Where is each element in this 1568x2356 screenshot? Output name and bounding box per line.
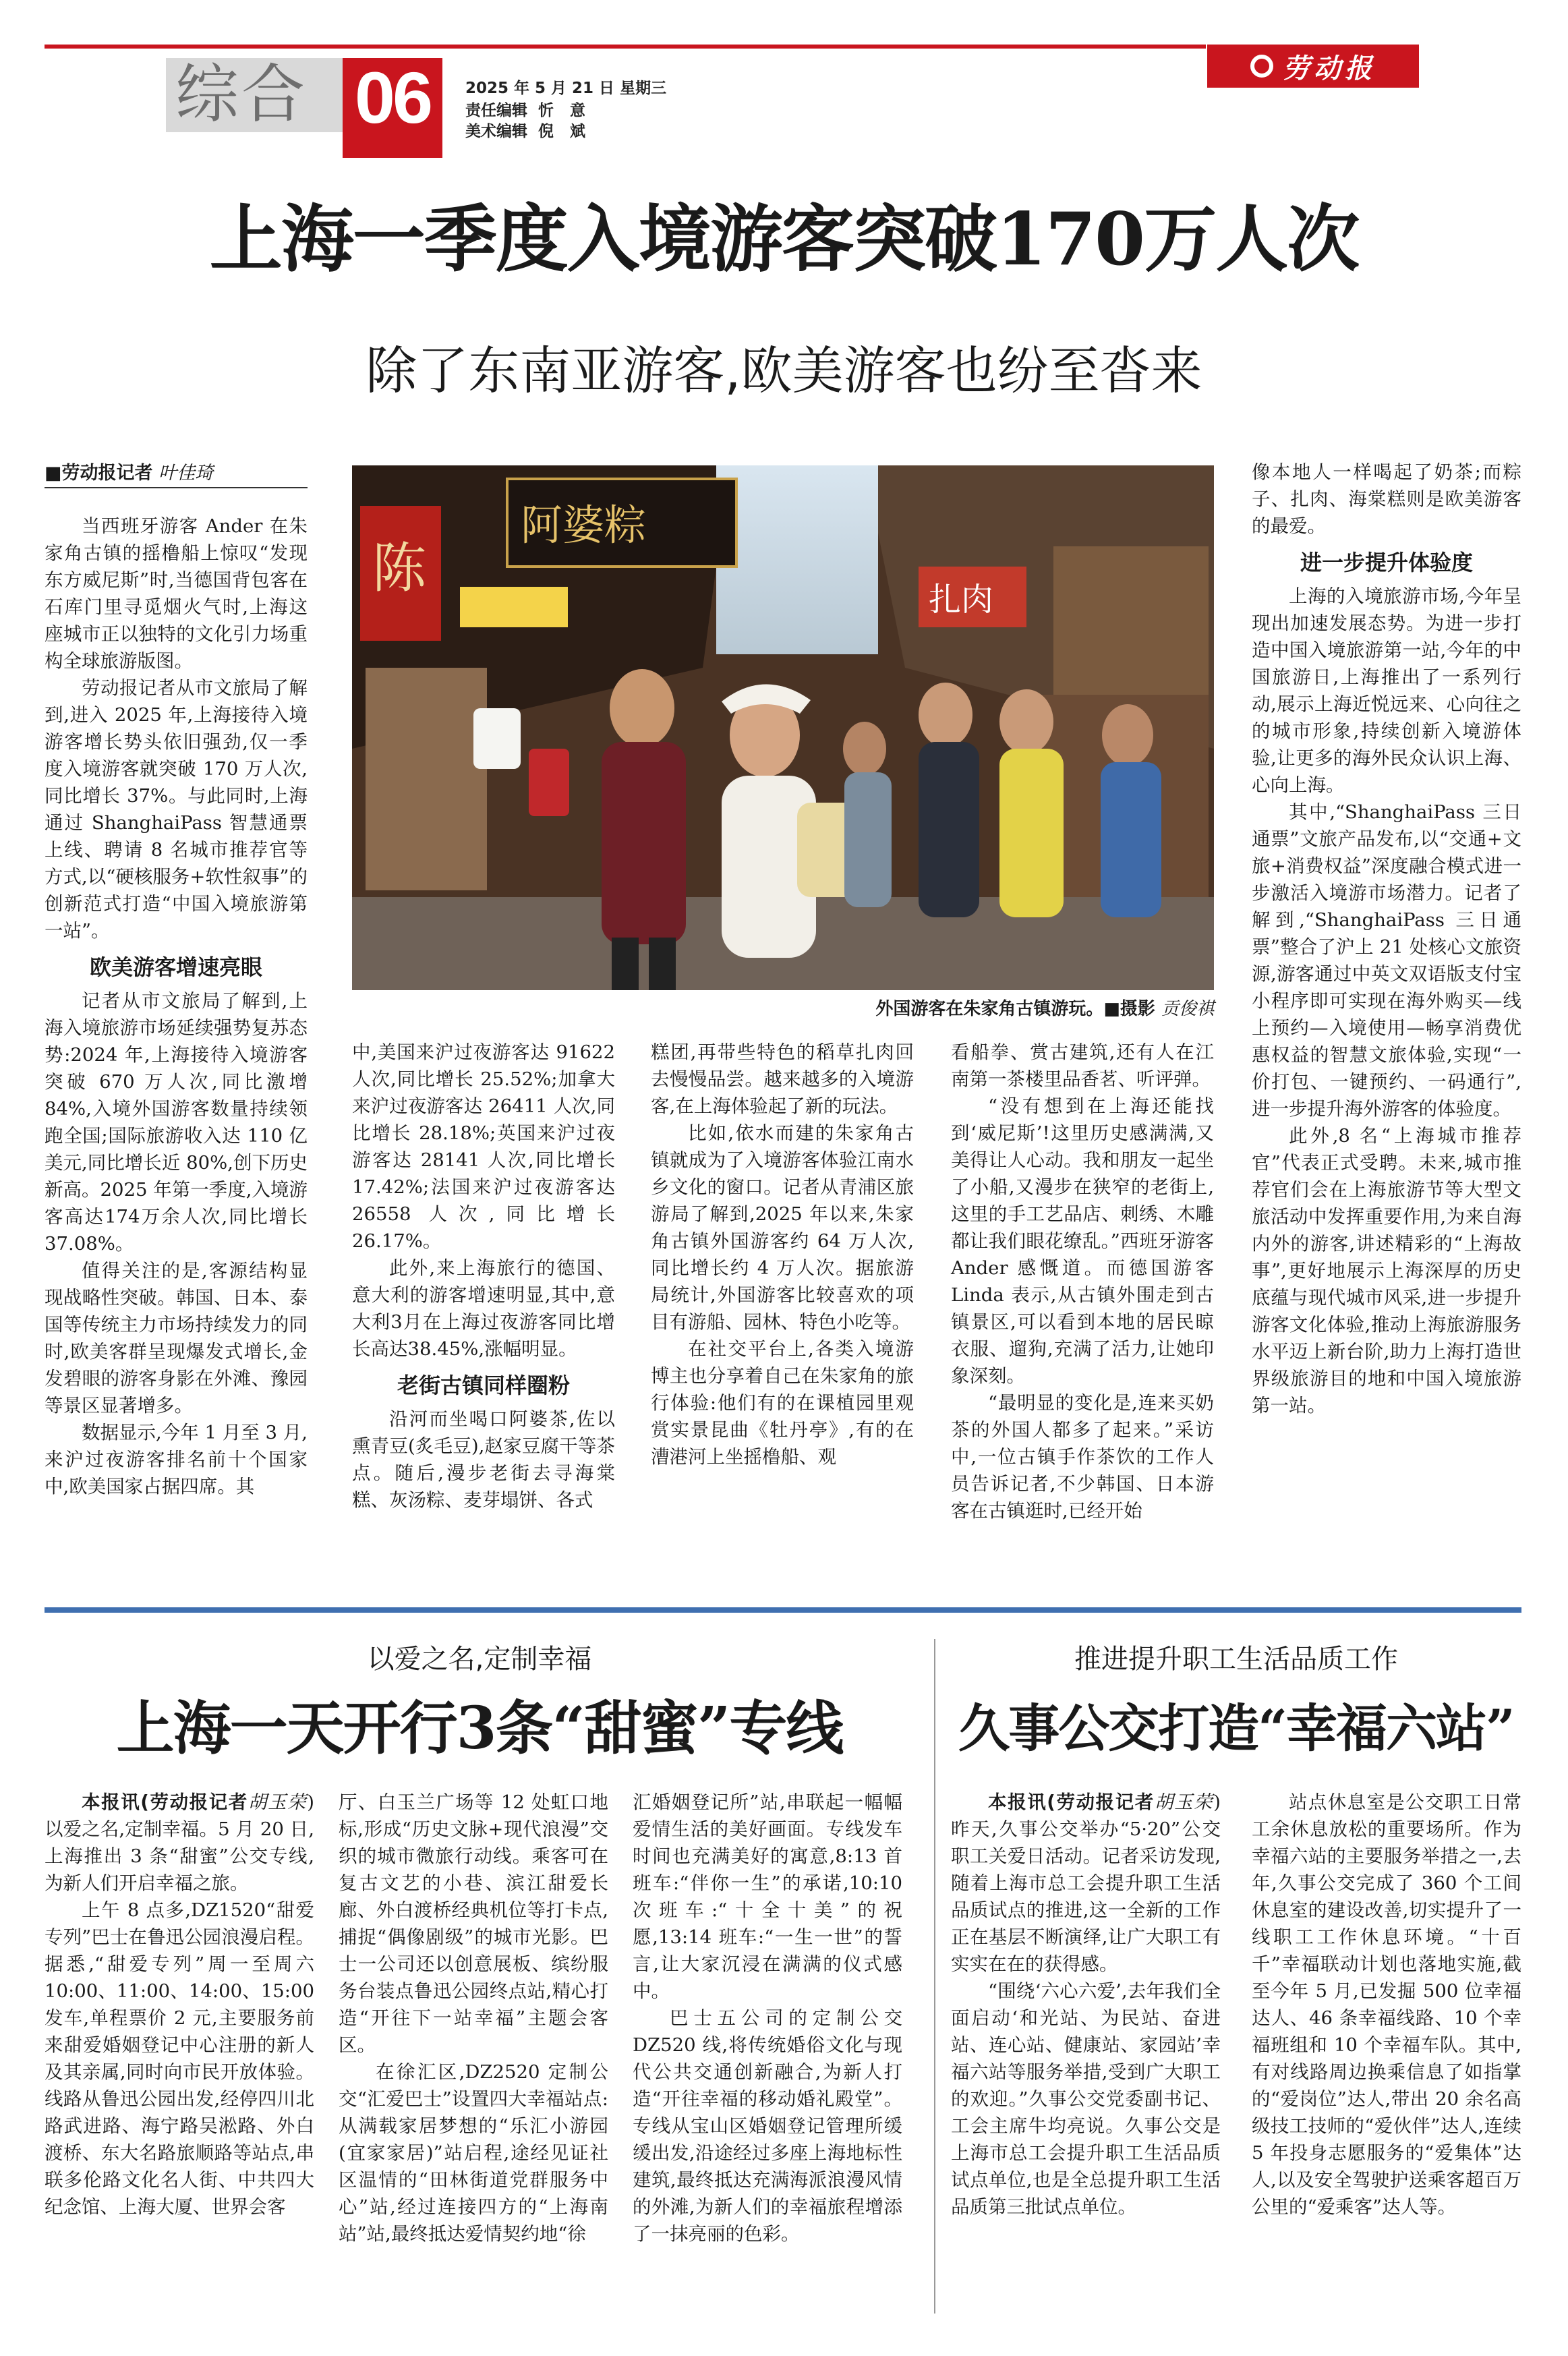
lead-photo: [352, 465, 1214, 990]
story2-column-2: [339, 1789, 608, 2247]
lead-para-15: 像本地人一样喝起了奶茶;而粽子、扎肉、海棠糕则是欧美游客的最爱。: [1252, 461, 1521, 537]
logo-mark-icon: [1250, 55, 1273, 78]
photo-credit-name: 贡俊祺: [1161, 999, 1214, 1019]
story3-kicker: 推进提升职工生活品质工作: [1074, 1644, 1398, 1675]
lead-para-3: 记者从市文旅局了解到,上海入境旅游市场延续强势复苏态势:2024 年,上海接待入境游客突破 670 万人次,同比激增 84%,入境外国游客数量持续领跑全国;国际旅游收入达 110 亿美元,同比增长近 80%,创下历史新高。2025 年第一季度,入境游客高达174万余人次,同比增长 37.08%。: [45, 990, 308, 1255]
shop-sign-text: 扎肉: [929, 581, 994, 619]
story2-para-4: 在徐汇区,DZ2520 定制公交“汇爱巴士”设置四大幸福站点:从满载家居梦想的“乐汇小游园(宜家家居)”站启程,途经见证社区温情的“田林街道党群服务中心”站,经过连接四方的“上海南站”站,最终抵达爱情契约地“徐: [339, 2061, 608, 2245]
story2-para-3: 厅、白玉兰广场等 12 处虹口地标,形成“历史文脉+现代浪漫”交织的城市微旅行动线。乘客可在复古文艺的小巷、滨江甜爱长廊、外白渡桥经典机位等打卡点,捕捉“偶像剧级”的城市光影。巴士一公司还以创意展板、缤纷服务台装点鲁迅公园终点站,精心打造“开往下一站幸福”主题会客区。: [339, 1791, 608, 2056]
story3-para-1-text: )昨天,久事公交举办“5·20”公交职工关爱日活动。记者采访发现,随着上海市总工会提升职工生活品质试点的推进,这一全新的工作正在基层不断演绎,让广大职工有实实在在的获得感。: [951, 1791, 1221, 1975]
lead-para-12: 看船拳、赏古建筑,还有人在江南第一茶楼里品香茗、听评弹。: [951, 1041, 1214, 1090]
street-scene-image: [352, 465, 1214, 990]
story2-para-6: 巴士五公司的定制公交 DZ520 线,将传统婚俗文化与现代公共交通创新融合,为新人打造“开往幸福的移动婚礼殿堂”。专线从宝山区婚姻登记管理所缓缓出发,沿途经过多座上海地标性建筑,最终抵达充满海派浪漫风情的外滩,为新人们的幸福旅程增添了一抹亮丽的色彩。: [633, 2007, 902, 2245]
lead-headline: 上海一季度入境游客突破170万人次: [209, 197, 1359, 282]
top-red-rule: [45, 45, 1206, 49]
lead-para-11: 在社交平台上,各类入境游博主也分享着自己在朱家角的旅行体验:他们有的在课植园里观赏实景昆曲《牡丹亭》,有的在漕港河上坐摇橹船、观: [651, 1338, 914, 1468]
story2-byline-name: 胡玉荣: [248, 1791, 308, 1813]
shop-sign-text: 陈: [372, 537, 426, 600]
lead-para-9: 糕团,再带些特色的稻草扎肉回去慢慢品尝。越来越多的入境游客,在上海体验起了新的玩法。: [651, 1041, 914, 1117]
story2-para-1: [45, 1789, 314, 1897]
section-divider: [45, 1607, 1521, 1613]
section-head-1: 欧美游客增速亮眼: [89, 954, 262, 980]
shop-sign-text: 阿婆粽: [521, 500, 647, 550]
lead-para-4: 值得关注的是,客源结构显现战略性突破。韩国、日本、泰国等传统主力市场持续发力的同时,欧美客群呈现爆发式增长,金发碧眼的游客身影在外滩、豫园等景区显著增多。: [45, 1260, 308, 1416]
page-number: 06: [354, 57, 431, 138]
story2-para-2: 上午 8 点多,DZ1520“甜爱专列”巴士在鲁迅公园浪漫启程。据悉,“甜爱专列”周一至周六10:00、11:00、14:00、15:00 发车,单程票价 2 元,主要服务前来甜爱婚姻登记中心注册的新人及其亲属,同时向市民开放体验。线路从鲁迅公园出发,经停四川北路武进路、海宁路吴淞路、外白渡桥、东大名路旅顺路等站点,串联多伦路文化名人街、中共四大纪念馆、上海大厦、世界会客: [45, 1899, 314, 2218]
story3-para-1: [951, 1789, 1221, 1978]
lead-column-2: [352, 1039, 615, 1514]
story2-para-5: 汇婚姻登记所”站,串联起一幅幅爱情生活的美好画面。专线发车时间也充满美好的寓意,8:13 首班车:“伴你一生”的承诺,10:10 次班车:“十全十美”的祝愿,13:14 班车:“一生一世”的誓言,让大家沉浸在满满的仪式感中。: [633, 1791, 902, 2002]
lead-para-5: 数据显示,今年 1 月至 3 月,来沪过夜游客排名前十个国家中,欧美国家占据四席。其: [45, 1422, 308, 1497]
lead-para-18: 此外,8 名“上海城市推荐官”代表正式受聘。未来,城市推荐官们会在上海旅游节等大型文旅活动中发挥重要作用,为来自海内外的游客,讲述精彩的“上海故事”,更好地展示上海深厚的历史底蕴与现代城市风采,进一步提升游客文化体验,推动上海旅游服务水平迈上新台阶,助力上海打造世界级旅游目的地和中国入境旅游第一站。: [1252, 1125, 1521, 1416]
story2-kicker: 以爱之名,定制幸福: [367, 1644, 592, 1675]
editor-line: 责任编辑 忻 意: [465, 102, 586, 119]
section-head-3: 进一步提升体验度: [1300, 550, 1473, 575]
lead-column-1: [45, 513, 308, 1500]
lead-para-7: 此外,来上海旅行的德国、意大利的游客增速明显,其中,意大利3月在上海过夜游客同比增长高达38.45%,涨幅明显。: [352, 1257, 615, 1360]
story3-column-1: [951, 1789, 1221, 2220]
story3-para-3: 站点休息室是公交职工日常工余休息放松的重要场所。作为幸福六站的主要服务举措之一,去年,久事公交完成了 360 个工间休息室的建设改善,切实提升了一线职工工作休息环境。“十百千”幸福联动计划也落地实施,截至今年 5 月,已发掘 500 位幸福达人、46 条幸福线路、10 个幸福班组和 10 个幸福车队。其中,有对线路周边换乘信息了如指掌的“爱岗位”达人,带出 20 余名高级技工技师的“爱伙伴”达人,连续 5 年投身志愿服务的“爱集体”达人,以及安全驾驶护送乘客超百万公里的“爱乘客”达人等。: [1252, 1791, 1521, 2218]
column-divider: [934, 1639, 935, 2314]
story2-column-3: [633, 1789, 902, 2247]
lead-subheadline: 除了东南亚游客,欧美游客也纷至沓来: [366, 341, 1202, 401]
story3-headline: 久事公交打造“幸福六站”: [958, 1698, 1514, 1758]
date-line: 2025 年 5 月 21 日 星期三: [465, 80, 667, 97]
story2-para-1-text: )以爱之名,定制幸福。5 月 20 日,上海推出 3 条“甜蜜”公交专线,为新人们开启幸福之旅。: [45, 1791, 314, 1894]
section-head-2: 老街古镇同样圈粉: [397, 1373, 570, 1398]
lead-para-2: 劳动报记者从市文旅局了解到,进入 2025 年,上海接待入境游客增长势头依旧强劲,仅一季度入境游客就突破 170 万人次,同比增长 37%。与此同时,上海通过 ShanghaiPass 智慧通票上线、聘请 8 名城市推荐官等方式,以“硬核服务+软性叙事”的创新范式打造“中国入境旅游第一站”。: [45, 677, 308, 942]
lead-para-1: 当西班牙游客 Ander 在朱家角古镇的摇橹船上惊叹“发现东方威尼斯”时,当德国背包客在石库门里寻觅烟火气时,上海这座城市正以独特的文化引力场重构全球旅游版图。: [45, 515, 308, 672]
lead-para-17: 其中,“ShanghaiPass 三日通票”文旅产品发布,以“交通+文旅+消费权益”深度融合模式进一步激活入境游市场潜力。记者了解到,“ShanghaiPass 三日通票”整合了沪上 21 处核心文旅资源,游客通过中英文双语版支付宝小程序即可实现在海外购买—线上预约—入境使用—畅享消费优惠权益的智慧文旅体验,实现“一价打包、一键预约、一码通行”,进一步提升海外游客的体验度。: [1252, 801, 1521, 1120]
lead-para-13: “没有想到在上海还能找到‘威尼斯’!这里历史感满满,又美得让人心动。我和朋友一起坐了小船,又漫步在狭窄的老街上,这里的手工艺品店、刺绣、木雕都让我们眼花缭乱。”西班牙游客 Ander 感慨道。而德国游客 Linda 表示,从古镇外围走到古镇景区,可以看到本地的居民晾衣服、遛狗,充满了活力,让她印象深刻。: [951, 1095, 1214, 1387]
story2-column-1: [45, 1789, 314, 2220]
lead-para-6: 中,美国来沪过夜游客达 91622 人次,同比增长 25.52%;加拿大来沪过夜游客达 26411 人次,同比增长 28.18%;英国来沪过夜游客达 28141 人次,同比增长 17.42%;法国来沪过夜游客达 26558 人次,同比增长 26.17%。: [352, 1041, 615, 1252]
lead-byline: [45, 460, 308, 488]
lead-column-3: [651, 1039, 914, 1470]
lead-column-5: [1252, 459, 1521, 1419]
section-name: 综合: [175, 58, 308, 132]
story2-byline-label: 本报讯(劳动报记者: [82, 1791, 248, 1813]
byline-label: ■劳动报记者: [45, 463, 153, 484]
art-editor-line: 美术编辑 倪 斌: [465, 123, 586, 140]
story3-byline-label: 本报讯(劳动报记者: [988, 1791, 1155, 1813]
byline-name: 叶佳琦: [158, 463, 214, 484]
photo-caption: [352, 996, 1214, 1023]
photo-credit-label: ■摄影: [1103, 999, 1155, 1019]
story3-para-2: “围绕‘六心六爱’,去年我们全面启动‘和光站、为民站、奋进站、连心站、健康站、家园站’幸福六站等服务举措,受到广大职工的欢迎。”久事公交党委副书记、工会主席牛均亮说。久事公交是上海市总工会提升职工生活品质试点单位,也是全总提升职工生活品质第三批试点单位。: [951, 1980, 1221, 2218]
lead-para-8: 沿河而坐喝口阿婆茶,佐以熏青豆(炙毛豆),赵家豆腐干等茶点。随后,漫步老街去寻海棠糕、灰汤粽、麦芽塌饼、各式: [352, 1408, 615, 1511]
story3-column-2: [1252, 1789, 1521, 2220]
story3-byline-name: 胡玉荣: [1154, 1791, 1214, 1813]
lead-column-4: [951, 1039, 1214, 1524]
paper-name: 劳动报: [1283, 52, 1376, 84]
lead-para-10: 比如,依水而建的朱家角古镇就成为了入境游客体验江南水乡文化的窗口。记者从青浦区旅游局了解到,2025 年以来,朱家角古镇外国游客约 64 万人次,同比增长约 4 万人次。据旅游局统计,外国游客比较喜欢的项目有游船、园林、特色小吃等。: [651, 1122, 914, 1333]
caption-text: 外国游客在朱家角古镇游玩。: [875, 999, 1104, 1019]
story2-headline: 上海一天开行3条“甜蜜”专线: [116, 1694, 843, 1762]
lead-para-14: “最明显的变化是,连来买奶茶的外国人都多了起来。”采访中,一位古镇手作茶饮的工作人员告诉记者,不少韩国、日本游客在古镇逛时,已经开始: [951, 1392, 1214, 1522]
paper-logo: [1207, 45, 1419, 88]
lead-para-16: 上海的入境旅游市场,今年呈现出加速发展态势。为进一步打造中国入境旅游第一站,今年的中国旅游日,上海推出了一系列行动,展示上海近悦远来、心向往之的城市形象,持续创新入境游体验,让更多的海外民众认识上海、心向上海。: [1252, 585, 1521, 796]
